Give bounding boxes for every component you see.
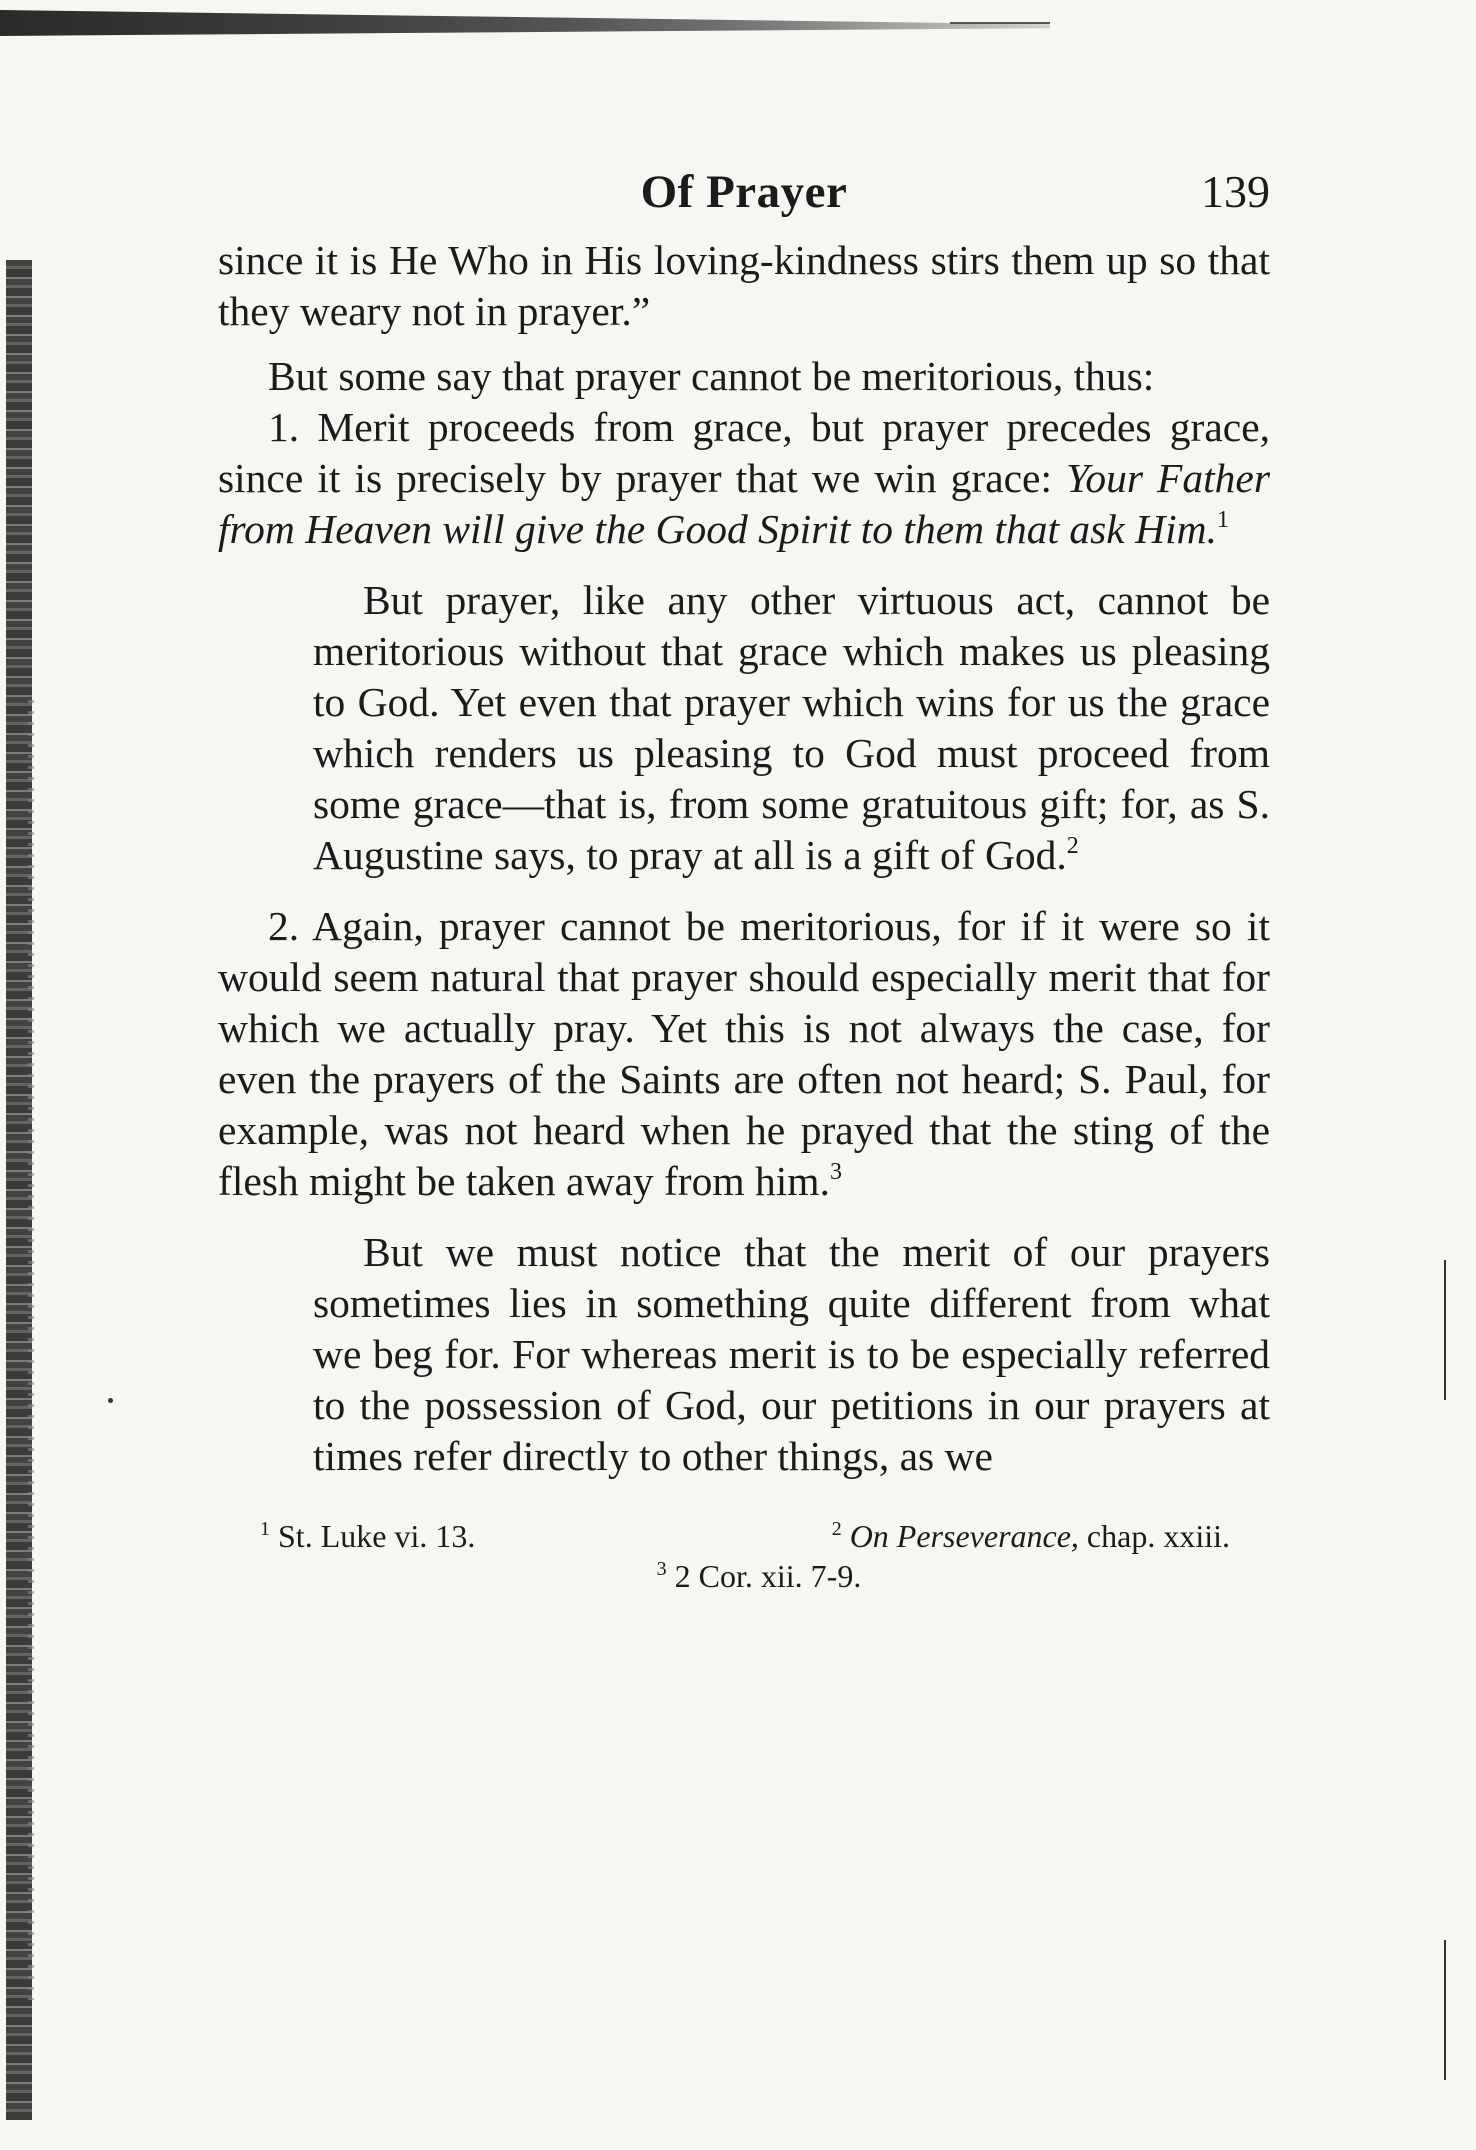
running-head: Of Prayer — [640, 166, 848, 218]
paragraph — [218, 901, 1270, 1207]
footnote-3 — [218, 1556, 1270, 1596]
paragraph: since it is He Who in His loving-kindness stirs them up so that they weary not in prayer.” — [218, 237, 1270, 334]
paragraph: But some say that prayer cannot be meritorious, thus: — [268, 353, 1155, 399]
footnote-text: St. Luke vi. 13. — [278, 1518, 476, 1554]
page-body — [218, 235, 1270, 1482]
footnote-text: chap. xxiii. — [1086, 1518, 1230, 1554]
footnote-ref: 2 — [1066, 833, 1079, 859]
paragraph-text: 1. Merit proceeds from grace, but prayer precedes grace, since it is precisely by prayer that we win grace: — [218, 404, 1270, 501]
footnotes — [218, 1516, 1270, 1596]
paragraph — [313, 575, 1270, 881]
footnote-row — [218, 1516, 1270, 1556]
footnote-ref: 3 — [829, 1159, 842, 1185]
paragraph-text: 2. Again, prayer cannot be meritorious, for if it were so it would seem natural that prayer should especially merit that for which we actually pray. Yet this is not always the case, for even the prayers of the Saints are often not heard; S. Paul, for example, was not heard when he prayed that the sting of the flesh might be taken away from him. — [218, 903, 1270, 1204]
scan-binding-texture — [28, 700, 34, 2000]
footnote-text: 2 Cor. xii. 7-9. — [674, 1558, 862, 1594]
footnote-marker: 3 — [656, 1558, 667, 1580]
paragraph: But we must notice that the merit of our prayers sometimes lies in something quite different from what we beg for. For whereas merit is to be especially referred to the possession of God, our petitions in our prayers at times refer directly to other things, as we — [313, 1229, 1270, 1479]
footnote-marker: 2 — [831, 1518, 842, 1540]
scan-edge-shadow — [0, 10, 1050, 36]
book-page — [218, 165, 1270, 1596]
page-header — [218, 165, 1270, 235]
scan-edge-rule — [950, 22, 1050, 24]
scan-margin-mark — [1444, 1260, 1446, 1400]
paragraph-text: But prayer, like any other virtuous act, cannot be meritorious without that grace which makes us pleasing to God. Yet even that prayer which wins for us the grace which renders us pleasing to God must proceed from some grace—that is, from some gratuitous gift; for, as S. Augustine says, to pray at all is a gift of God. — [313, 577, 1270, 878]
scripture-quote: Your Father from Heaven will give the Good Spirit to them that ask Him. — [218, 455, 1271, 552]
footnote-title: On Perseverance, — [849, 1518, 1079, 1554]
page-number: 139 — [1201, 166, 1270, 217]
footnote-marker: 1 — [260, 1518, 270, 1540]
footnote-ref: 1 — [1216, 507, 1229, 533]
footnote-1 — [260, 1516, 475, 1556]
scan-margin-mark — [1444, 1940, 1446, 2080]
footnote-2 — [832, 1516, 1230, 1556]
scan-speck — [108, 1398, 113, 1403]
paragraph — [218, 402, 1270, 555]
